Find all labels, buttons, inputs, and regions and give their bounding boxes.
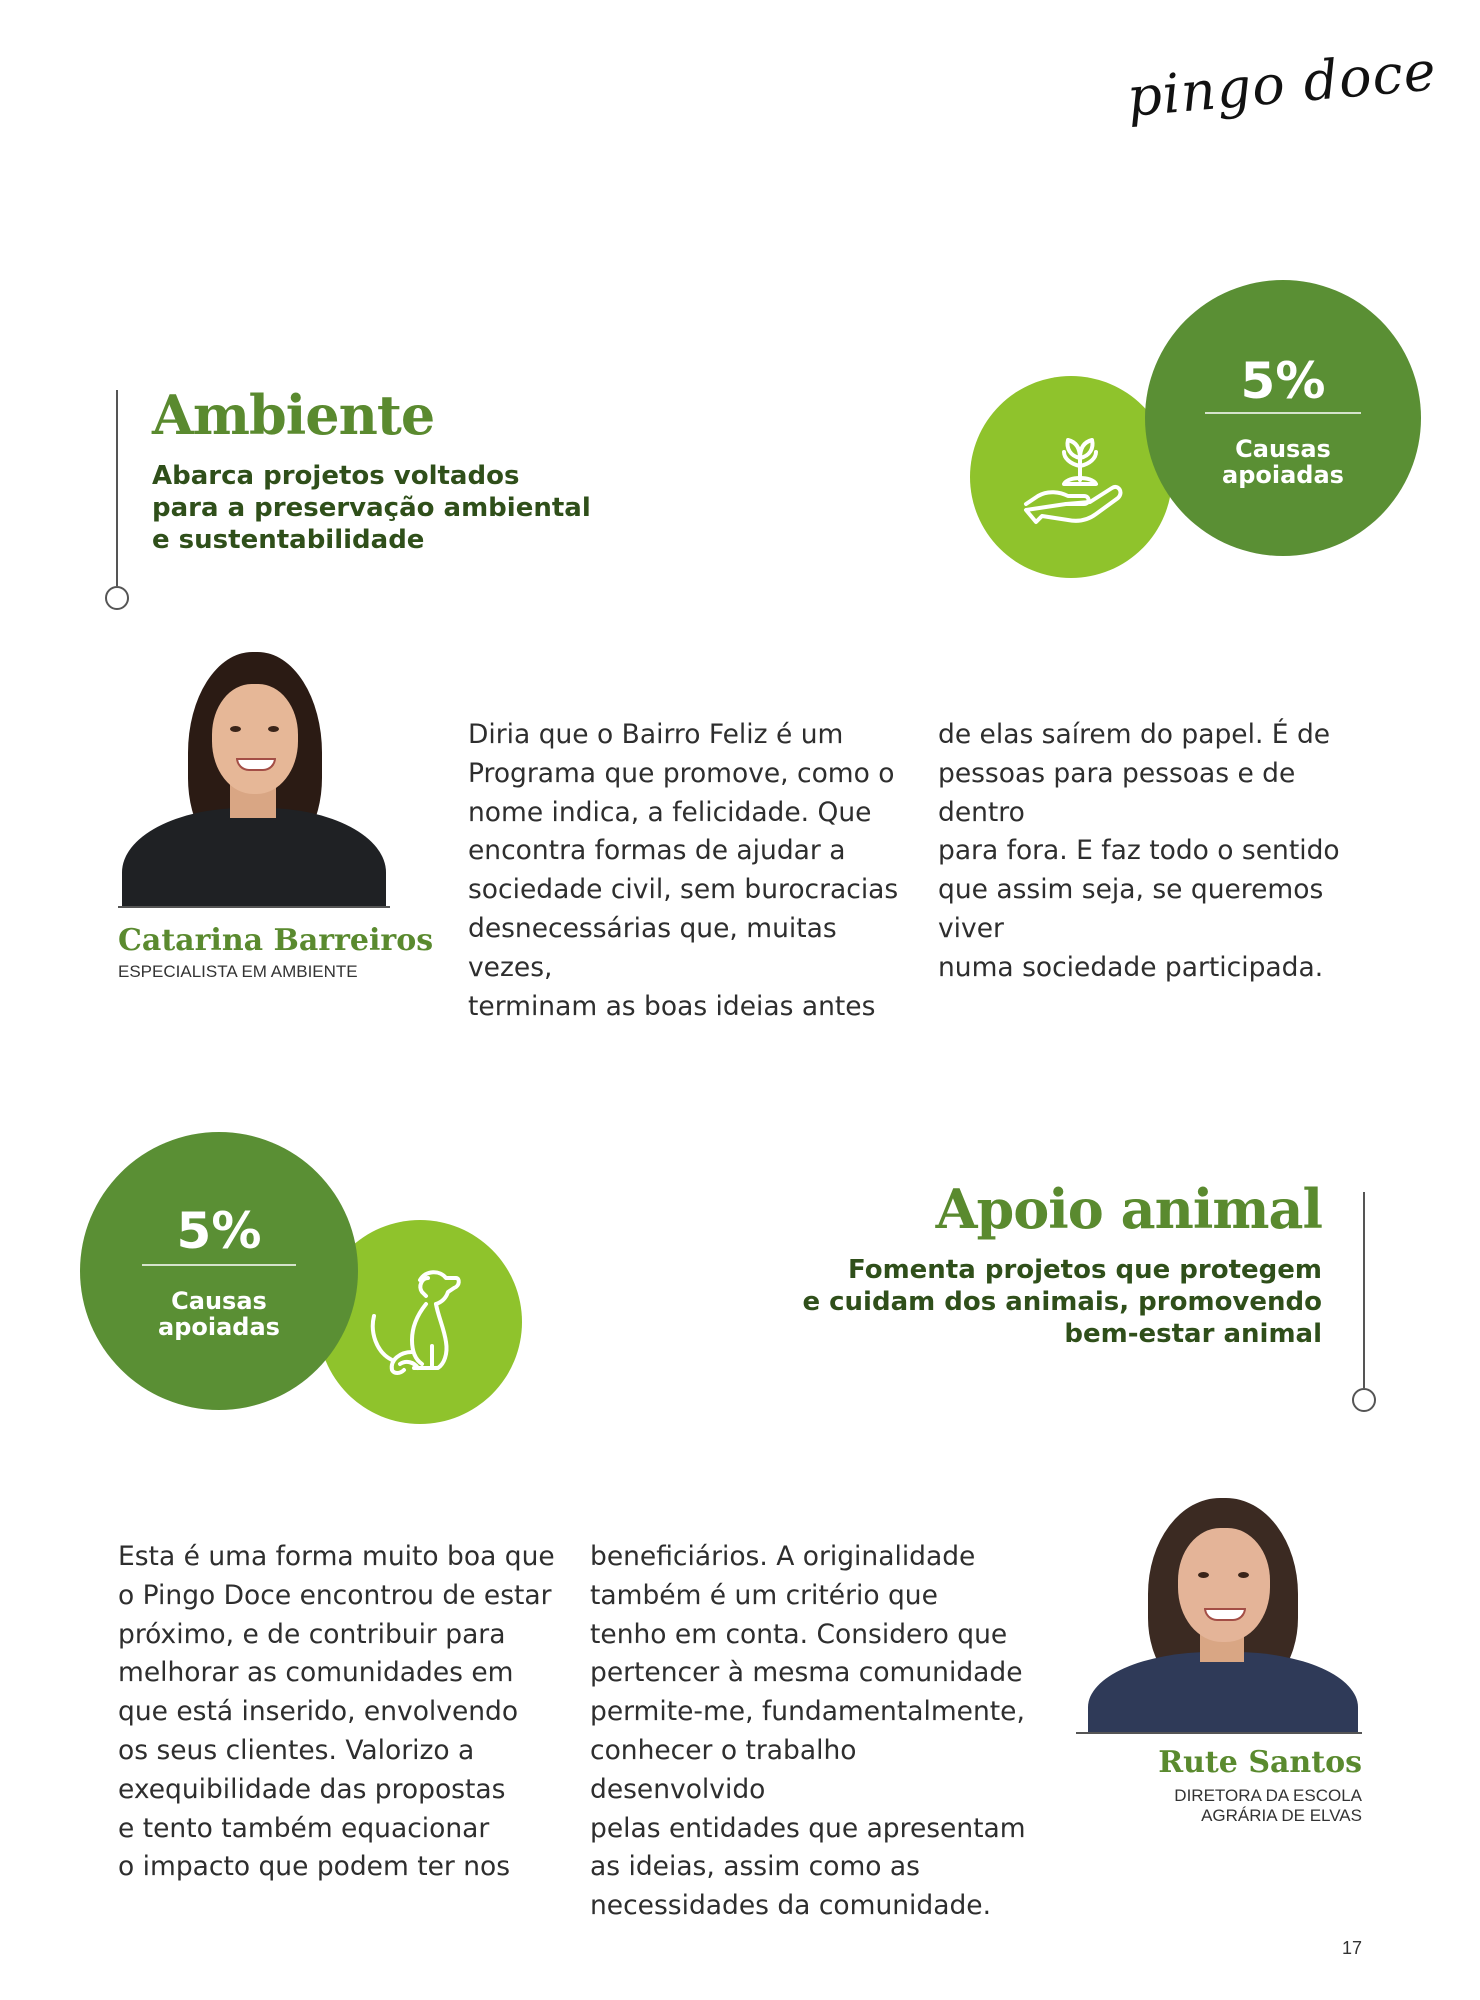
ambiente-title: Ambiente [152, 383, 435, 447]
ambiente-quote-col1: Diria que o Bairro Feliz é um Programa que promove, como o nome indica, a felicidade. Que encontra formas de ajudar a sociedade civil, sem burocracias desnecessárias que, muitas vezes, terminam as boas ideias antes [468, 719, 899, 1022]
ambiente-rule-ring [105, 586, 129, 610]
rute-name: Rute Santos [1158, 1745, 1362, 1780]
hand-sprout-icon [1008, 412, 1138, 542]
ambiente-stat-divider [1205, 412, 1361, 414]
animal-stat-value: 5% [176, 1202, 262, 1260]
animal-subtitle: Fomenta projetos que protegem e cuidam dos animais, promovendo bem-estar animal [802, 1255, 1322, 1349]
animal-rule-ring [1352, 1388, 1376, 1412]
rute-role: DIRETORA DA ESCOLA AGRÁRIA DE ELVAS [1174, 1786, 1362, 1825]
catarina-photo-rule [118, 906, 390, 908]
rute-santos-photo [1078, 1492, 1360, 1732]
rute-photo-rule [1076, 1732, 1362, 1734]
ambiente-icon-circle [970, 376, 1172, 578]
animal-vertical-rule [1363, 1192, 1365, 1388]
logo-text: pingo doce [1124, 39, 1439, 129]
animal-title: Apoio animal [935, 1177, 1322, 1241]
ambiente-subtitle: Abarca projetos voltados para a preservação ambiental e sustentabilidade [152, 461, 591, 555]
ambiente-stat-circle [1145, 280, 1421, 556]
ambiente-quote-col2: de elas saírem do papel. É de pessoas para pessoas e de dentro para fora. E faz todo o sentido que assim seja, se queremos viver numa sociedade participada. [938, 719, 1340, 983]
ambiente-vertical-rule [116, 390, 118, 586]
catarina-role: ESPECIALISTA EM AMBIENTE [118, 962, 358, 981]
dog-icon [356, 1256, 486, 1386]
animal-stat-label: Causas apoiadas [158, 1287, 280, 1341]
animal-stat-circle [80, 1132, 358, 1410]
catarina-name: Catarina Barreiros [118, 923, 434, 958]
catarina-barreiros-photo [118, 648, 386, 906]
ambiente-stat-label: Causas apoiadas [1222, 435, 1344, 489]
animal-quote-col2: beneficiários. A originalidade também é um critério que tenho em conta. Considero que pertencer à mesma comunidade permite-me, fundamentalmente, conhecer o trabalho desenvolvido pelas entidades que apresentam as ideias, assim como as necessidades da comunidade. [590, 1541, 1026, 1922]
ambiente-stat-value: 5% [1240, 352, 1326, 410]
animal-stat-divider [142, 1264, 296, 1266]
page-number: 17 [1341, 1938, 1362, 1958]
animal-quote-col1: Esta é uma forma muito boa que o Pingo Doce encontrou de estar próximo, e de contribuir para melhorar as comunidades em que está inserido, envolvendo os seus clientes. Valorizo a exequibilidade das propostas e tento também equacionar o impacto que podem ter nos [118, 1541, 555, 1883]
pingo-doce-logo [1124, 39, 1439, 152]
